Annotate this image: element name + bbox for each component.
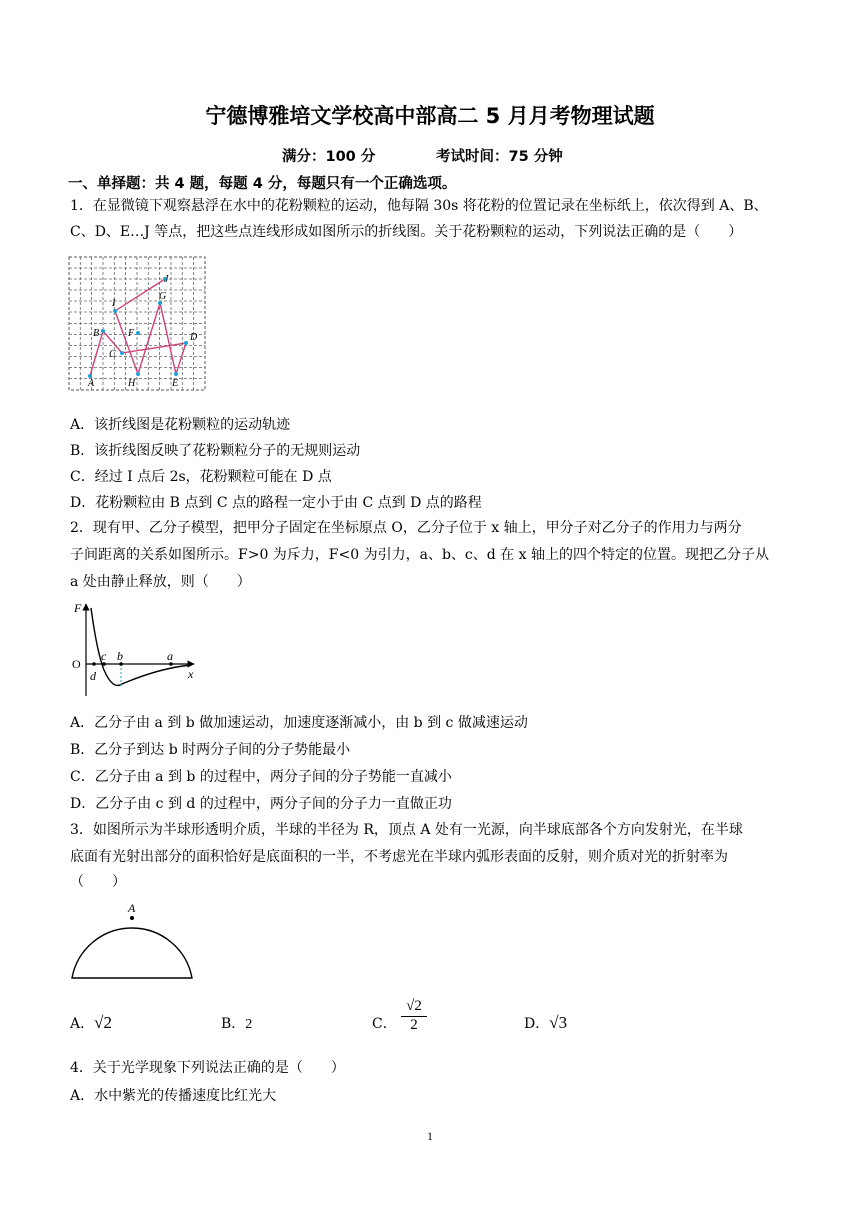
point-f — [136, 331, 140, 335]
q3-option-a: A．√2 — [70, 1013, 112, 1032]
label-h: H — [128, 378, 136, 389]
q3-line2: 底面有光射出部分的面积恰好是底面积的一半，不考虑光在半球内弧形表面的反射，则介质对光的折射率为 — [70, 849, 728, 865]
q2-option-c: C．乙分子由 a 到 b 的过程中，两分子间的分子势能一直减小 — [70, 769, 452, 785]
q1-option-c: C．经过 I 点后 2s，花粉颗粒可能在 D 点 — [70, 469, 332, 485]
q2-force-distance-graph — [66, 600, 206, 700]
label-x: x — [188, 667, 194, 681]
q3-option-b: B．2 — [221, 1016, 253, 1032]
label-j: J — [164, 274, 169, 285]
q2-line2: 子间距离的关系如图所示。F>0 为斥力，F<0 为引力，a、b、c、d 在 x 轴上的四个特定的位置。现把乙分子从 — [70, 547, 769, 563]
fraction-denominator: 2 — [410, 1017, 418, 1033]
label-f: F — [128, 328, 135, 339]
point-d — [184, 341, 188, 345]
exam-time: 考试时间：75 分钟 — [436, 149, 563, 165]
label-e: E — [172, 378, 179, 389]
q2-option-b: B．乙分子到达 b 时两分子间的分子势能最小 — [70, 742, 351, 758]
trajectory-polyline — [90, 279, 186, 376]
point-a-dot — [130, 916, 134, 920]
exam-title: 宁德博雅培文学校高中部高二 5 月月考物理试题 — [205, 104, 655, 128]
section-heading: 一、单择题：共 4 题，每题 4 分，每题只有一个正确选项。 — [68, 176, 457, 192]
label-a: A — [128, 901, 136, 915]
label-o: O — [72, 657, 81, 671]
q2-line3: a 处由静止释放，则（ ） — [70, 574, 251, 590]
label-a: a — [167, 649, 173, 663]
q2-line1: 2．现有甲、乙分子模型，把甲分子固定在坐标原点 O，乙分子位于 x 轴上，甲分子对乙分子的作用力与两分 — [70, 520, 742, 536]
q3-line3: （ ） — [70, 874, 126, 890]
full-score: 满分：100 分 — [282, 149, 376, 165]
q4-line1: 4．关于光学现象下列说法正确的是（ ） — [70, 1060, 345, 1076]
label-i: I — [112, 298, 116, 309]
q3-line1: 3．如图所示为半球形透明介质，半球的半径为 R，顶点 A 处有一光源，向半球底部各个方向发射光，在半球 — [70, 822, 743, 838]
q2-option-d: D．乙分子由 c 到 d 的过程中，两分子间的分子力一直做正功 — [70, 796, 452, 812]
label-a: A — [88, 378, 95, 389]
label-c: C — [109, 349, 116, 360]
label-b: B — [93, 328, 100, 339]
q3-option-c-letter: C． — [372, 1016, 397, 1032]
point-i — [113, 309, 117, 313]
q1-line2: C、D、E…J 等点，把这些点连线形成如图所示的折线图。关于花粉颗粒的运动，下列说法正确的是（ ） — [70, 224, 743, 240]
point-e — [174, 372, 178, 376]
q3-option-c-fraction — [399, 998, 429, 1034]
q4-option-a: A．水中紫光的传播速度比红光大 — [70, 1088, 277, 1104]
page-number: 1 — [427, 1129, 433, 1143]
label-d: D — [190, 332, 198, 343]
q1-option-b: B．该折线图反映了花粉颗粒分子的无规则运动 — [70, 443, 361, 459]
q3-option-d: D．√3 — [524, 1013, 568, 1032]
q1-option-a: A．该折线图是花粉颗粒的运动轨迹 — [70, 417, 291, 433]
q1-line1: 1．在显微镜下观察悬浮在水中的花粉颗粒的运动，他每隔 30s 将花粉的位置记录在坐标纸上，依次得到 A、B、 — [70, 198, 768, 214]
label-c: c — [101, 649, 107, 663]
hemisphere-outline — [72, 928, 192, 978]
force-curve — [91, 608, 191, 685]
q1-option-d: D．花粉颗粒由 B 点到 C 点的路程一定小于由 C 点到 D 点的路程 — [70, 495, 482, 511]
q3-hemisphere-figure — [66, 898, 198, 982]
label-g: G — [159, 291, 167, 302]
point-b — [101, 329, 105, 333]
point-d-dot — [92, 662, 96, 666]
point-c — [120, 351, 124, 355]
label-f: F — [74, 601, 82, 615]
fraction-numerator: √2 — [406, 998, 422, 1014]
point-h — [136, 372, 140, 376]
label-b: b — [117, 649, 123, 663]
q2-option-a: A．乙分子由 a 到 b 做加速运动，加速度逐渐减小，由 b 到 c 做减速运动 — [70, 715, 528, 731]
label-d: d — [90, 669, 96, 683]
q1-brownian-figure — [68, 256, 210, 392]
